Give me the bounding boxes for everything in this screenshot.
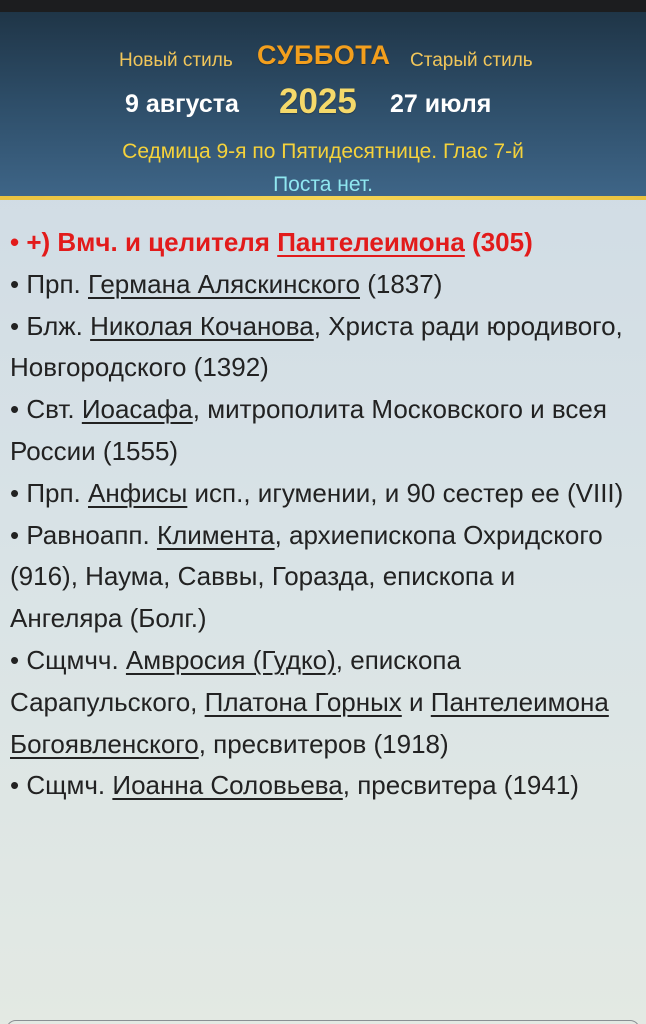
saint-entry <box>10 264 630 306</box>
new-style-label: Новый стиль <box>119 50 233 71</box>
header-divider <box>0 196 646 200</box>
saint-prefix: • +) Вмч. и целителя <box>10 227 278 257</box>
saint-prefix: • Свт. <box>10 394 82 425</box>
saint-entry <box>10 765 630 807</box>
saint-suffix: (1837) <box>359 268 443 299</box>
saint-link[interactable]: Иоанна Соловьева <box>112 770 343 801</box>
weekday-title: СУББОТА <box>257 40 391 70</box>
saint-suffix: (305) <box>464 227 533 257</box>
fast-info: Поста нет. <box>273 173 373 196</box>
saint-prefix: • Блж. <box>10 310 91 341</box>
saint-prefix: • Прп. <box>10 268 88 299</box>
saint-suffix: , Христа ради юродивого, Новгородского (1392) <box>10 310 623 383</box>
saint-link[interactable]: Пантелеимона Богоявленского <box>10 686 609 759</box>
saint-link[interactable]: Климента <box>156 519 275 550</box>
saint-prefix: • Сщмчч. <box>10 644 126 675</box>
saint-link[interactable]: Платона Горных <box>204 686 402 717</box>
saint-link[interactable]: Иоасафа <box>81 394 193 425</box>
week-info: Седмица 9-я по Пятидесятнице. Глас 7-й <box>122 140 524 163</box>
saint-text: , епископа Сарапульского, <box>10 644 461 717</box>
saint-link[interactable]: Николая Кочанова <box>90 310 314 341</box>
saint-text: и <box>401 686 431 717</box>
saint-prefix: • Сщмч. <box>10 770 113 801</box>
day-header <box>0 12 646 196</box>
saint-prefix: • Прп. <box>10 477 88 508</box>
saint-link[interactable]: Амвросия (Гудко) <box>125 644 336 675</box>
status-bar <box>0 0 646 12</box>
saint-link[interactable]: Германа Аляскинского <box>88 268 360 299</box>
saint-suffix: исп., игумении, и 90 сестер ее (VIII) <box>187 477 624 508</box>
saint-prefix: • Равноапп. <box>10 519 157 550</box>
old-style-label: Старый стиль <box>410 50 533 71</box>
saint-entry <box>10 640 630 765</box>
saints-list <box>10 222 630 807</box>
bottom-panel-edge <box>6 1020 640 1024</box>
year: 2025 <box>279 82 357 121</box>
old-style-date: 27 июля <box>390 90 492 118</box>
saint-entry-feast <box>10 222 630 264</box>
saint-entry <box>10 515 630 640</box>
saint-entry <box>10 473 630 515</box>
saint-entry <box>10 306 630 390</box>
saint-entry <box>10 389 630 473</box>
saint-suffix: , пресвитера (1941) <box>342 770 579 801</box>
saint-link[interactable]: Пантелеимона <box>277 227 465 257</box>
new-style-date: 9 августа <box>125 90 239 118</box>
saint-suffix: , пресвитеров (1918) <box>198 728 449 759</box>
saint-suffix: , архиепископа Охридского (916), Наума, Саввы, Горазда, епископа и Ангеляра (Болг.) <box>10 519 603 634</box>
saint-suffix: , митрополита Московского и всея России (1555) <box>10 394 607 466</box>
saint-link[interactable]: Анфисы <box>88 477 188 508</box>
